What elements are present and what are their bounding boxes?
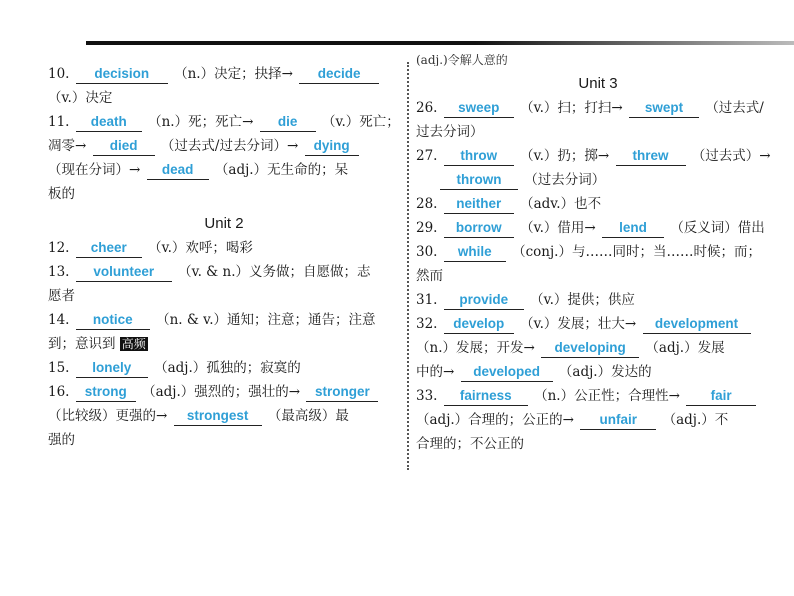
entry-30	[416, 240, 780, 264]
item-number: 32.	[416, 316, 438, 332]
answer-blank: unfair	[580, 411, 656, 430]
definition-text: （过去式/过去分词）→	[160, 138, 299, 154]
answer-blank: while	[444, 243, 506, 262]
answer-blank: dead	[147, 161, 209, 180]
definition-text: （v.）死亡；	[321, 114, 400, 130]
answer-blank: decide	[299, 65, 379, 84]
item-number: 30.	[416, 244, 438, 260]
definition-text: （v.）发展；壮大→	[520, 316, 637, 332]
answer-blank: strongest	[174, 407, 262, 426]
unit-heading: Unit 3	[578, 75, 618, 92]
entry-27-cont	[416, 168, 780, 192]
entry-11-cont	[48, 182, 400, 206]
item-number: 16.	[48, 384, 70, 400]
entry-11	[48, 110, 400, 134]
answer-blank: borrow	[444, 219, 514, 238]
answer-blank: sweep	[444, 99, 514, 118]
definition-text: （adj.）发展	[645, 340, 725, 356]
entry-11-cont	[48, 134, 400, 158]
answer-blank: stronger	[306, 383, 378, 402]
answer-blank: developed	[461, 363, 553, 382]
definition-text: （v.）借用→	[520, 220, 596, 236]
answer-blank: notice	[76, 311, 150, 330]
definition-text: （adj.）发达的	[558, 364, 652, 380]
entry-14-cont	[48, 332, 400, 356]
entry-26-cont	[416, 120, 780, 144]
left-column	[48, 62, 400, 452]
definition-text: （最高级）最	[267, 408, 349, 424]
definition-text: 过去分词）	[416, 124, 484, 140]
entry-12	[48, 236, 400, 260]
entry-33	[416, 384, 780, 408]
definition-text: 合理的；不公正的	[416, 436, 524, 452]
frequency-badge: 高频	[121, 337, 146, 351]
definition-text: （v.）提供；供应	[530, 292, 635, 308]
entry-16-cont	[48, 404, 400, 428]
answer-blank: development	[643, 315, 751, 334]
answer-blank: death	[76, 113, 142, 132]
definition-text: （v.）欢呼；喝彩	[148, 240, 253, 256]
definition-text: （过去分词）	[524, 172, 606, 188]
entry-15	[48, 356, 400, 380]
answer-blank: neither	[444, 195, 514, 214]
answer-blank: throw	[444, 147, 514, 166]
answer-blank: swept	[629, 99, 699, 118]
definition-text: （n.）决定；抉择→	[174, 66, 293, 82]
answer-blank: cheer	[76, 239, 142, 258]
definition-text: （adj.）合理的；公正的→	[416, 412, 574, 428]
entry-27	[416, 144, 780, 168]
entry-16	[48, 380, 400, 404]
answer-blank: die	[260, 113, 316, 132]
definition-text: （adj.）不	[662, 412, 729, 428]
item-number: 12.	[48, 240, 70, 256]
entry-16-cont	[48, 428, 400, 452]
answer-blank: developing	[541, 339, 639, 358]
column-divider	[407, 62, 409, 470]
answer-blank: dying	[305, 137, 359, 156]
item-number: 28.	[416, 196, 438, 212]
answer-blank: decision	[76, 65, 168, 84]
definition-text: （n.）公正性；合理性→	[534, 388, 680, 404]
definition-text: （v.）扔；掷→	[520, 148, 610, 164]
entry-28	[416, 192, 780, 216]
answer-blank: fair	[686, 387, 756, 406]
item-number: 29.	[416, 220, 438, 236]
definition-text: 板的	[48, 186, 75, 202]
definition-text: 到；意识到	[48, 336, 116, 352]
definition-text: （adj.）无生命的；呆	[214, 162, 349, 178]
definition-text: （n.）发展；开发→	[416, 340, 535, 356]
item-number: 10.	[48, 66, 70, 82]
item-number: 13.	[48, 264, 70, 280]
unit-heading: Unit 2	[204, 215, 244, 232]
definition-text: 愿者	[48, 288, 75, 304]
answer-blank: volunteer	[76, 263, 172, 282]
right-column	[416, 54, 780, 456]
header-rule	[86, 41, 794, 45]
item-number: 31.	[416, 292, 438, 308]
answer-blank: fairness	[444, 387, 528, 406]
definition-text: （adv.）也不	[520, 196, 602, 212]
definition-text: （现在分词）→	[48, 162, 141, 178]
definition-text: 强的	[48, 432, 75, 448]
entry-32-cont	[416, 336, 780, 360]
definition-text: （反义词）借出	[670, 220, 765, 236]
entry-13-cont	[48, 284, 400, 308]
cut-off-text: (adj.)令解人意的	[416, 54, 508, 66]
entry-32-cont	[416, 360, 780, 384]
definition-text: （adj.）强烈的；强壮的→	[142, 384, 301, 400]
definition-text: （v.）扫；打扫→	[520, 100, 623, 116]
definition-text: （v. & n.）义务做；自愿做；志	[178, 264, 371, 280]
item-number: 33.	[416, 388, 438, 404]
entry-14	[48, 308, 400, 332]
entry-31	[416, 288, 780, 312]
definition-text: 中的→	[416, 364, 455, 380]
answer-blank: develop	[444, 315, 514, 334]
item-number: 11.	[48, 114, 70, 130]
answer-blank: strong	[76, 383, 136, 402]
definition-text: 然而	[416, 268, 443, 284]
definition-text: （比较级）更强的→	[48, 408, 168, 424]
definition-text: （过去式/	[705, 100, 764, 116]
entry-29	[416, 216, 780, 240]
entry-33-cont	[416, 432, 780, 456]
answer-blank: lonely	[76, 359, 148, 378]
item-number: 14.	[48, 312, 70, 328]
definition-text: （n.）死；死亡→	[148, 114, 254, 130]
answer-blank: lend	[602, 219, 664, 238]
entry-13	[48, 260, 400, 284]
entry-10-cont	[48, 86, 400, 110]
entry-30-cont	[416, 264, 780, 288]
definition-text: （n. & v.）通知；注意；通告；注意	[156, 312, 376, 328]
item-number: 27.	[416, 148, 438, 164]
definition-text: （conj.）与……同时；当……时候；而；	[512, 244, 761, 260]
item-number: 26.	[416, 100, 438, 116]
answer-blank: thrown	[440, 171, 518, 190]
definition-text: （过去式）→	[691, 148, 771, 164]
entry-11-cont	[48, 158, 400, 182]
entry-26	[416, 96, 780, 120]
answer-blank: died	[93, 137, 155, 156]
item-number: 15.	[48, 360, 70, 376]
entry-10	[48, 62, 400, 86]
definition-text: 凋零→	[48, 138, 87, 154]
entry-33-cont	[416, 408, 780, 432]
entry-32	[416, 312, 780, 336]
definition-text: （v.）决定	[48, 90, 113, 106]
answer-blank: threw	[616, 147, 686, 166]
definition-text: （adj.）孤独的；寂寞的	[154, 360, 301, 376]
answer-blank: provide	[444, 291, 524, 310]
